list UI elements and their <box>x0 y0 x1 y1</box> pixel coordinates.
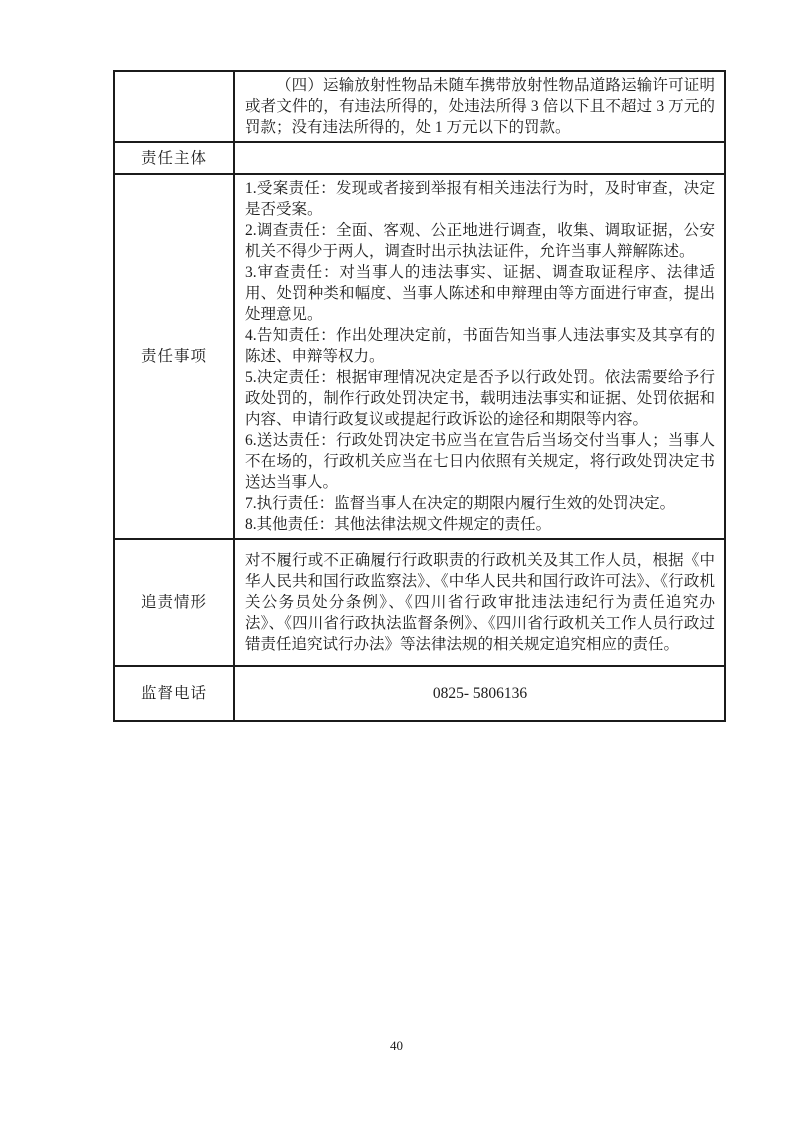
responsibility-item: 6.送达责任：行政处罚决定书应当在宣告后当场交付当事人；当事人不在场的，行政机关应当在七日内依照有关规定，将行政处罚决定书送达当事人。 <box>245 432 715 491</box>
responsibility-item: 1.受案责任：发现或者接到举报有相关违法行为时，及时审查，决定是否受案。 <box>245 180 715 218</box>
penalty-clause-label <box>114 71 234 142</box>
responsibility-item: 5.决定责任：根据审理情况决定是否予以行政处罚。依法需要给予行政处罚的，制作行政处罚决定书，载明违法事实和证据、处罚依据和内容、申请行政复议或提起行政诉讼的途径和期限等内容。 <box>245 369 715 428</box>
responsibility-item: 8.其他责任：其他法律法规文件规定的责任。 <box>245 516 552 533</box>
accountability-situations-text: 对不履行或不正确履行行政职责的行政机关及其工作人员，根据《中华人民共和国行政监察法》、《中华人民共和国行政许可法》、《行政机关公务员处分条例》、《四川省行政审批违法违纪行为责任追究办法》、《四川省行政执法监督条例》、《四川省行政机关工作人员行政过错责任追究试行办法》等法律法规的相关规定追究相应的责任。 <box>234 539 725 666</box>
page-number: 40 <box>390 1038 403 1053</box>
responsibility-item: 4.告知责任：作出处理决定前，书面告知当事人违法事实及其享有的陈述、申辩等权力。 <box>245 327 715 365</box>
responsibility-subject-label: 责任主体 <box>114 142 234 174</box>
responsibility-items-cell <box>234 174 725 539</box>
supervision-phone-row <box>114 666 725 721</box>
supervision-phone-label: 监督电话 <box>114 666 234 721</box>
responsibility-subject-value <box>234 142 725 174</box>
supervision-phone-value: 0825- 5806136 <box>234 666 725 721</box>
responsibility-item: 7.执行责任：监督当事人在决定的期限内履行生效的处罚决定。 <box>245 495 676 512</box>
accountability-situations-row <box>114 539 725 666</box>
penalty-clause-text: （四）运输放射性物品未随车携带放射性物品道路运输许可证明或者文件的，有违法所得的，处违法所得 3 倍以下且不超过 3 万元的罚款；没有违法所得的，处 1 万元以下的罚款。 <box>234 71 725 142</box>
responsibility-item: 2.调查责任：全面、客观、公正地进行调查，收集、调取证据，公安机关不得少于两人，调查时出示执法证件，允许当事人辩解陈述。 <box>245 222 715 260</box>
responsibility-items-row <box>114 174 725 539</box>
responsibility-items-label: 责任事项 <box>114 174 234 539</box>
penalty-clause-row <box>114 71 725 142</box>
responsibility-item: 3.审查责任：对当事人的违法事实、证据、调查取证程序、法律适用、处罚种类和幅度、当事人陈述和申辩理由等方面进行审查，提出处理意见。 <box>245 264 715 323</box>
responsibility-subject-row <box>114 142 725 174</box>
responsibility-table <box>113 70 726 722</box>
accountability-situations-label: 追责情形 <box>114 539 234 666</box>
